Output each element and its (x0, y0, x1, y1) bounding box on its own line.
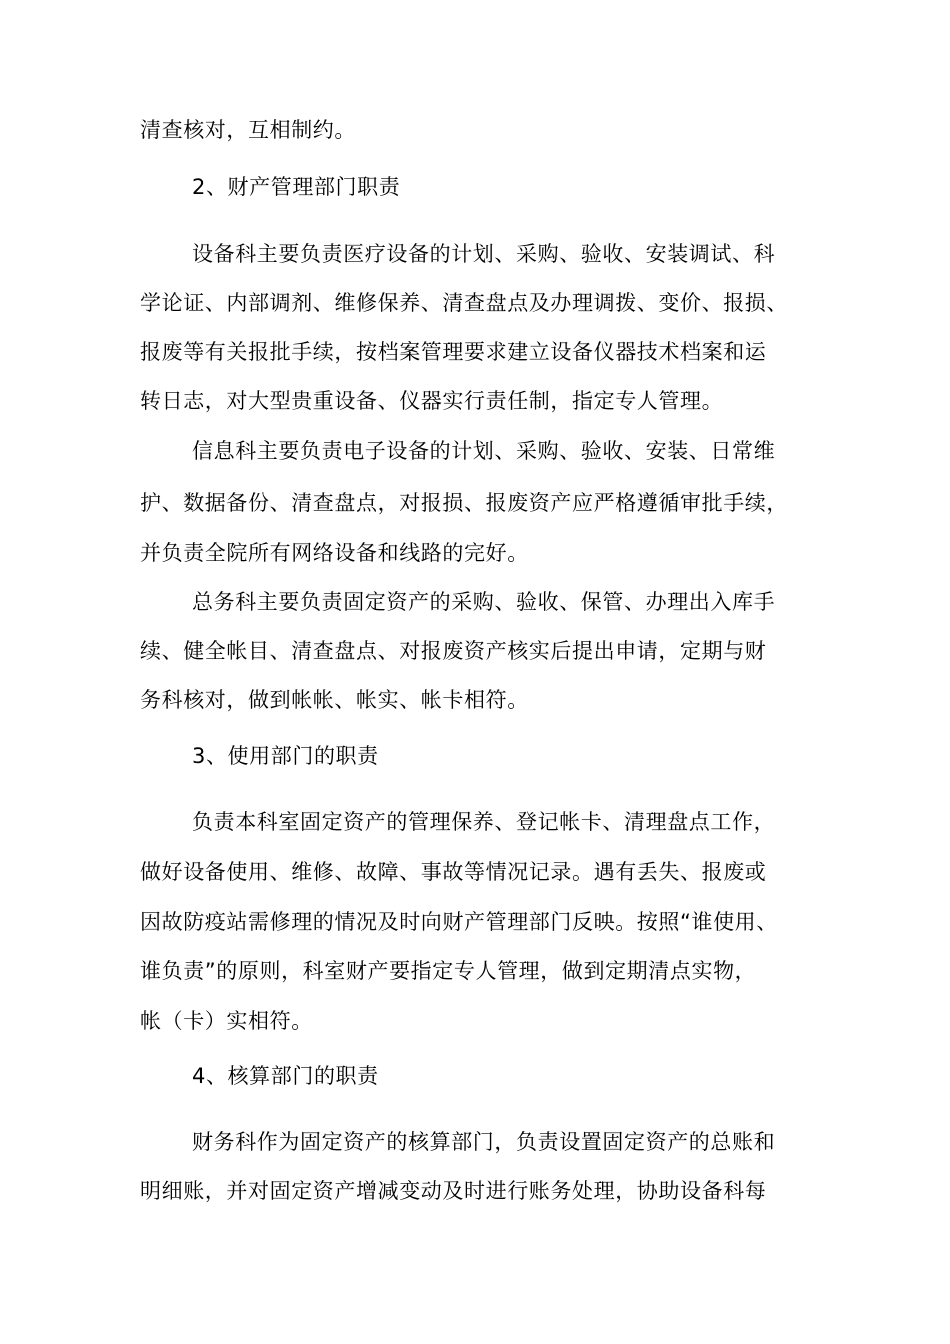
paragraph-line: 转日志，对大型贵重设备、仪器实行责任制，指定专人管理。 (140, 389, 724, 413)
paragraph-line: 帐（卡）实相符。 (140, 1009, 313, 1033)
paragraph-line: 并负责全院所有网络设备和线路的完好。 (140, 541, 529, 565)
paragraph-line: 明细账，并对固定资产增减变动及时进行账务处理，协助设备科每 (140, 1179, 767, 1203)
paragraph-line: 报废等有关报批手续，按档案管理要求建立设备仪器技术档案和运 (140, 340, 767, 364)
section-heading: 2、财产管理部门职责 (192, 175, 401, 199)
paragraph-line: 因故防疫站需修理的情况及时向财产管理部门反映。按照“谁使用、 (140, 910, 778, 934)
paragraph-line: 负责本科室固定资产的管理保养、登记帐卡、清理盘点工作， (192, 810, 776, 834)
paragraph-line: 财务科作为固定资产的核算部门，负责设置固定资产的总账和 (192, 1130, 776, 1154)
paragraph-line: 信息科主要负责电子设备的计划、采购、验收、安装、日常维 (192, 439, 776, 463)
paragraph-line: 续、健全帐目、清查盘点、对报废资产核实后提出申请，定期与财 (140, 639, 767, 663)
paragraph-line: 设备科主要负责医疗设备的计划、采购、验收、安装调试、科 (192, 242, 776, 266)
paragraph-line: 护、数据备份、清查盘点，对报损、报废资产应严格遵循审批手续， (140, 491, 788, 515)
paragraph-line: 总务科主要负责固定资产的采购、验收、保管、办理出入库手 (192, 590, 776, 614)
paragraph-line: 做好设备使用、维修、故障、事故等情况记录。遇有丢失、报废或 (140, 860, 767, 884)
paragraph-line: 务科核对，做到帐帐、帐实、帐卡相符。 (140, 688, 529, 712)
section-heading: 4、核算部门的职责 (192, 1064, 379, 1088)
paragraph-line: 谁负责”的原则，科室财产要指定专人管理，做到定期清点实物， (140, 959, 757, 983)
paragraph-line: 学论证、内部调剂、维修保养、清查盘点及办理调拨、变价、报损、 (140, 291, 788, 315)
section-heading: 3、使用部门的职责 (192, 744, 379, 768)
paragraph-line: 清查核对，互相制约。 (140, 118, 356, 142)
